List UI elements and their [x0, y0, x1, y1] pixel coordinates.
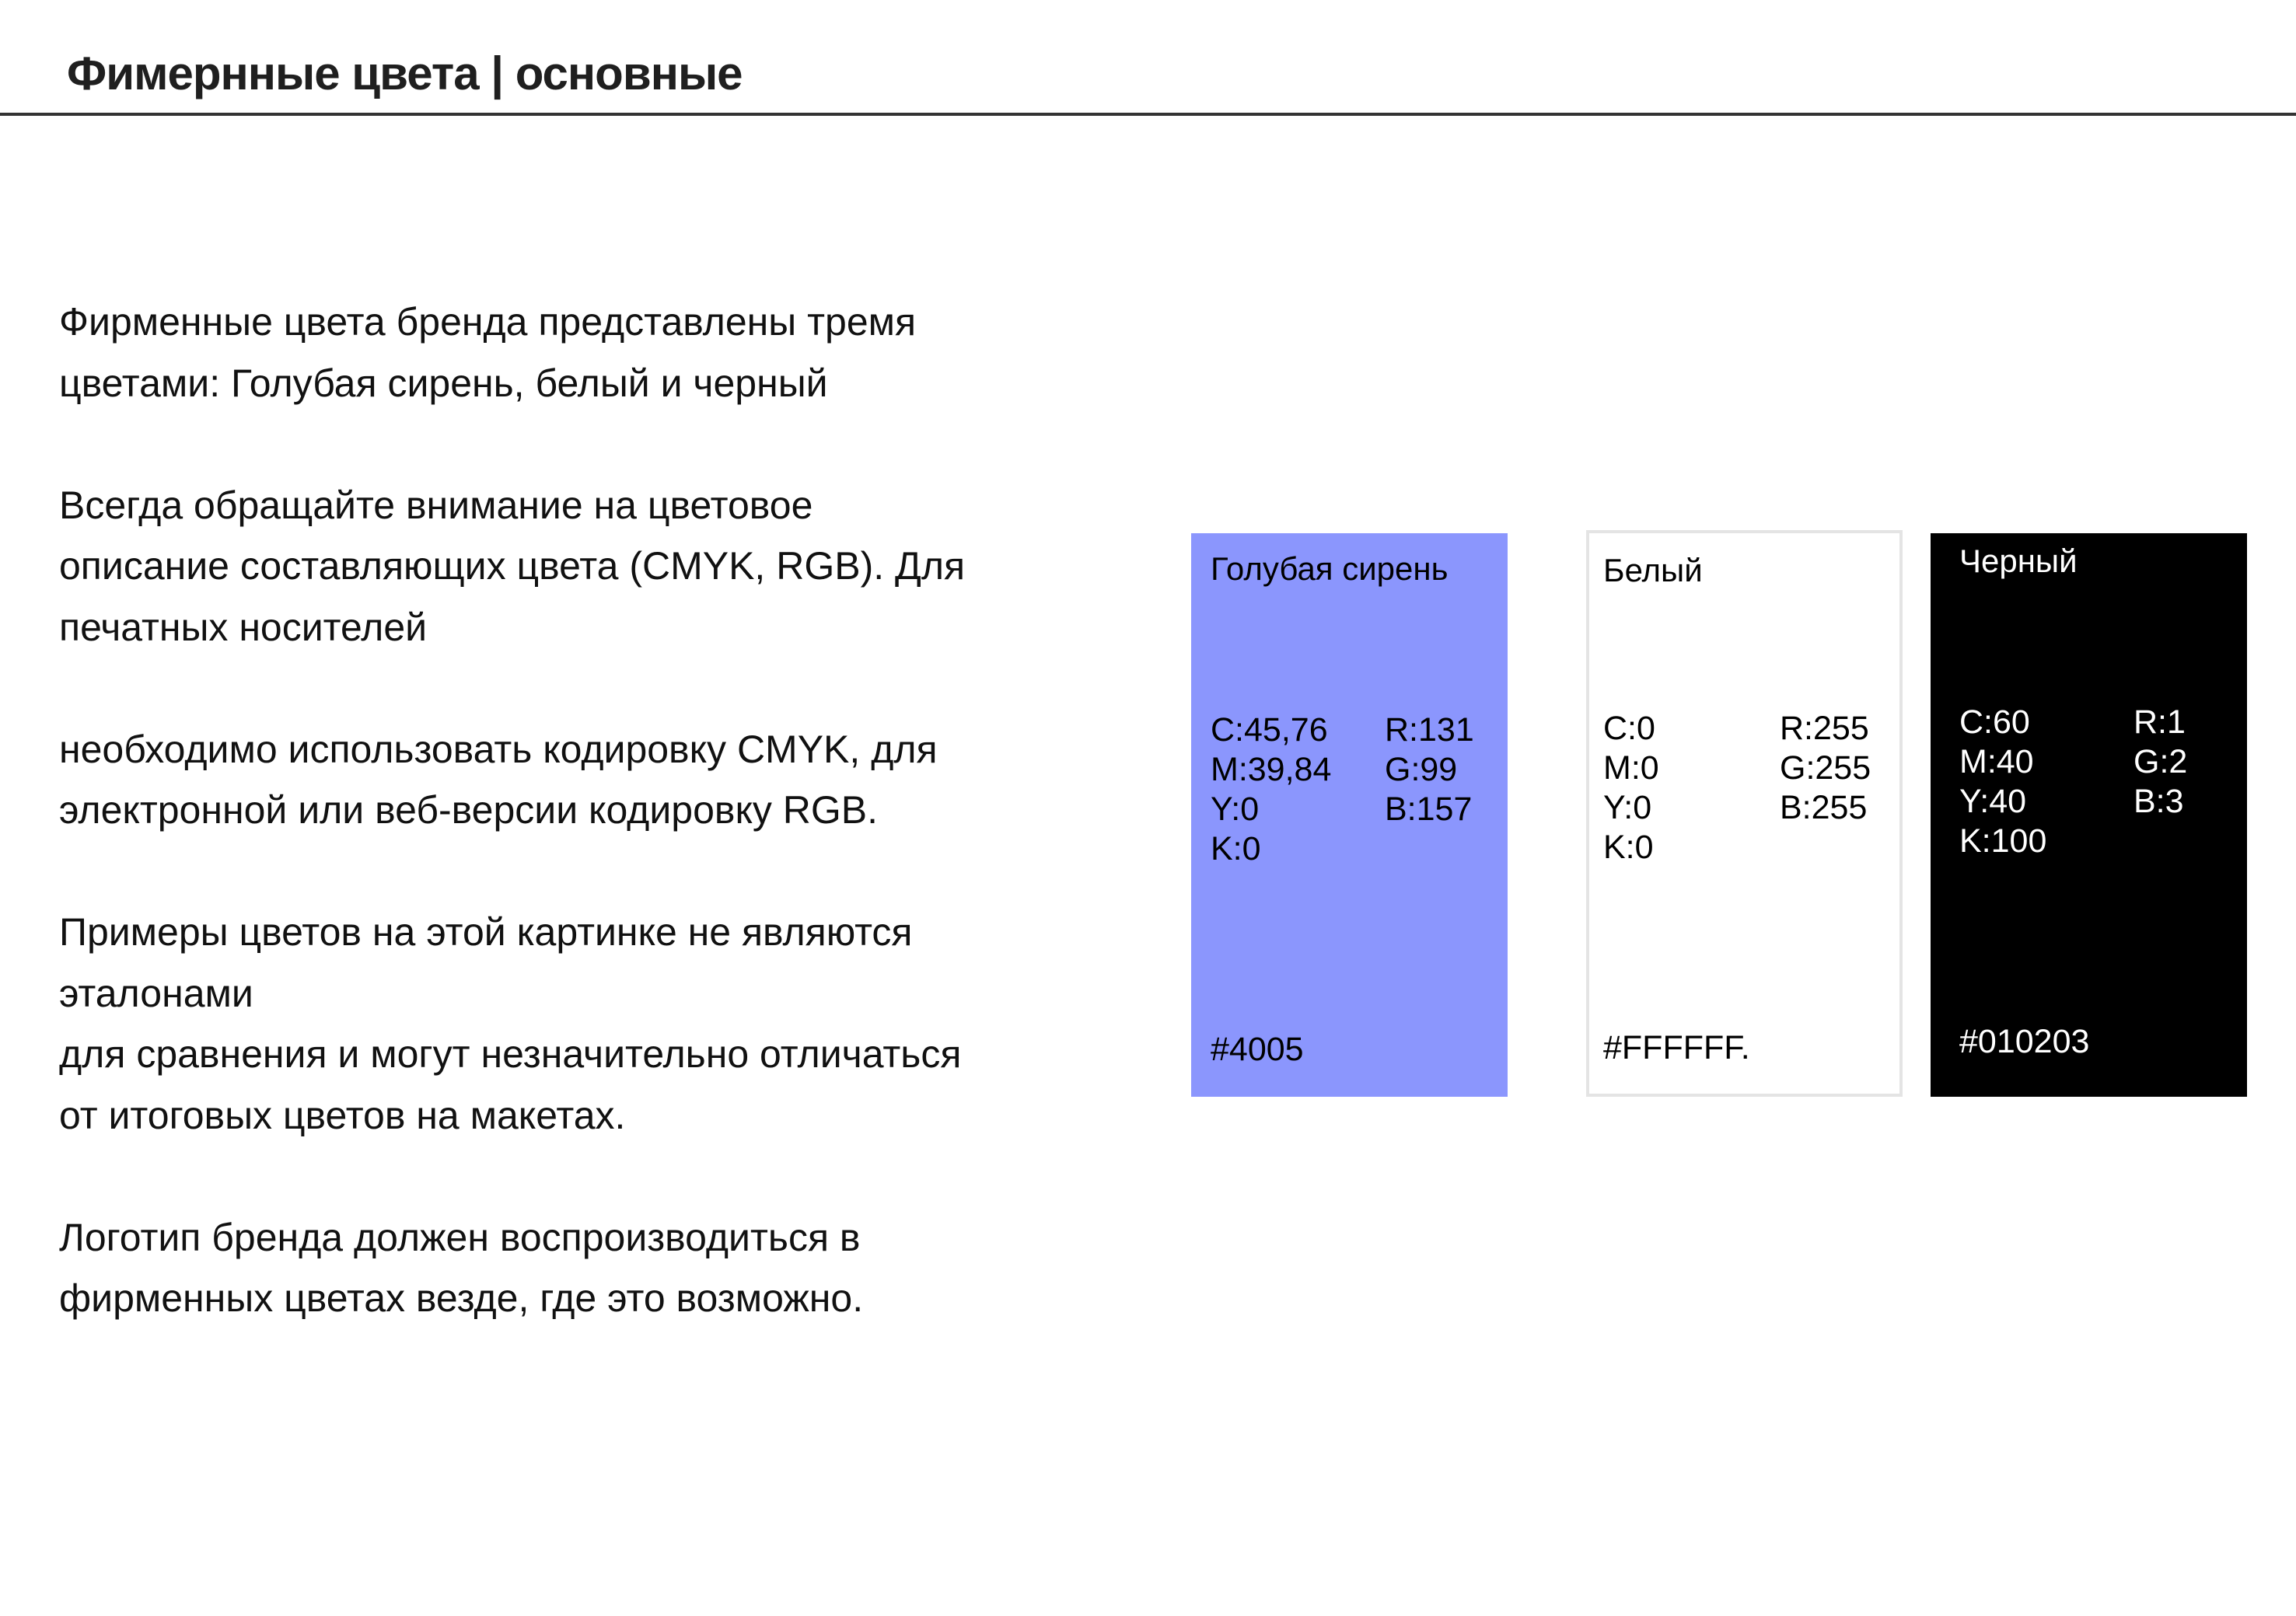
swatch-blue-lilac [1191, 533, 1508, 1097]
intro-line: описание составляющих цвета (CMYK, RGB). Для [59, 544, 966, 588]
rgb-b: B:3 [2133, 783, 2184, 820]
intro-line: для сравнения и могут незначительно отличаться [59, 1032, 962, 1076]
intro-paragraph-examples [59, 902, 1163, 1146]
rgb-g: G:2 [2133, 743, 2188, 780]
swatch-name: Голубая сирень [1211, 550, 1449, 587]
cmyk-m: M:0 [1603, 749, 1659, 787]
cmyk-values [1959, 703, 2046, 861]
hex-code: #FFFFFF. [1603, 1029, 1750, 1066]
rgb-r: R:1 [2133, 703, 2186, 741]
cmyk-c: C:45,76 [1211, 711, 1328, 749]
cmyk-m: M:39,84 [1211, 751, 1332, 788]
cmyk-m: M:40 [1959, 743, 2034, 780]
intro-paragraph-color-description [59, 475, 1163, 658]
hex-code: #4005 [1211, 1031, 1304, 1068]
cmyk-c: C:0 [1603, 710, 1655, 747]
intro-paragraph-brand-colors [59, 291, 1163, 414]
swatch-black [1931, 533, 2247, 1097]
rgb-values [1385, 710, 1474, 829]
cmyk-y: Y:0 [1603, 789, 1652, 826]
intro-line: электронной или веб-версии кодировку RGB. [59, 788, 879, 832]
intro-paragraph-encoding [59, 719, 1163, 841]
intro-paragraph-logo [59, 1207, 1163, 1329]
intro-line: эталонами [59, 971, 253, 1015]
rgb-g: G:99 [1385, 751, 1458, 788]
rgb-values [2133, 703, 2187, 822]
intro-line: цветами: Голубая сирень, белый и черный [59, 361, 828, 405]
intro-line: печатных носителей [59, 605, 428, 649]
intro-text [59, 291, 1163, 1329]
intro-line: необходимо использовать кодировку CMYK, для [59, 727, 938, 771]
swatch-white [1586, 530, 1903, 1097]
cmyk-values [1211, 710, 1331, 869]
hex-code: #010203 [1959, 1023, 2090, 1060]
cmyk-y: Y:40 [1959, 783, 2027, 820]
intro-line: Примеры цветов на этой картинке не являются [59, 910, 913, 954]
swatch-name: Белый [1603, 552, 1703, 588]
cmyk-k: K:100 [1959, 822, 2047, 860]
intro-line: Фирменные цвета бренда представлены тремя [59, 300, 917, 344]
cmyk-values [1603, 709, 1659, 867]
intro-line: Логотип бренда должен воспроизводиться в [59, 1215, 861, 1259]
intro-line: от итоговых цветов на макетах. [59, 1093, 626, 1137]
intro-line: Всегда обращайте внимание на цветовое [59, 483, 813, 527]
rgb-g: G:255 [1780, 749, 1871, 787]
swatch-name: Черный [1959, 543, 2078, 579]
intro-line: фирменных цветах везде, где это возможно. [59, 1276, 864, 1320]
cmyk-c: C:60 [1959, 703, 2030, 741]
rgb-b: B:157 [1385, 791, 1473, 828]
rgb-values [1780, 709, 1871, 828]
rgb-r: R:255 [1780, 710, 1869, 747]
cmyk-k: K:0 [1211, 830, 1261, 867]
cmyk-y: Y:0 [1211, 791, 1260, 828]
title-divider [0, 113, 2296, 116]
page-title: Фимернные цвета | основные [67, 47, 743, 99]
cmyk-k: K:0 [1603, 829, 1654, 866]
rgb-r: R:131 [1385, 711, 1474, 749]
rgb-b: B:255 [1780, 789, 1868, 826]
